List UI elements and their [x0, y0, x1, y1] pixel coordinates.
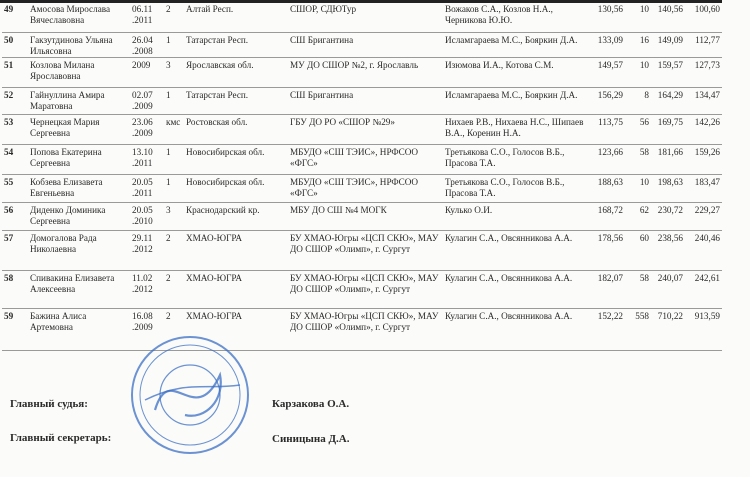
cell-time: 113,75 — [589, 114, 625, 144]
cell-name: Домогалова Рада Николаевна — [28, 230, 130, 270]
cell-rank: 1 — [164, 87, 184, 114]
cell-rank: 1 — [164, 32, 184, 57]
table-row — [2, 144, 722, 174]
cell-last: 100,60 — [685, 2, 722, 32]
cell-rank: 3 — [164, 202, 184, 230]
cell-num: 59 — [2, 308, 28, 350]
cell-num: 52 — [2, 87, 28, 114]
cell-penalty: 10 — [625, 2, 651, 32]
cell-region: Татарстан Респ. — [184, 87, 288, 114]
cell-last: 229,27 — [685, 202, 722, 230]
cell-time: 188,63 — [589, 174, 625, 202]
cell-time: 182,07 — [589, 270, 625, 308]
cell-last: 112,77 — [685, 32, 722, 57]
cell-penalty: 60 — [625, 230, 651, 270]
cell-region: Алтай Респ. — [184, 2, 288, 32]
cell-region: Новосибирская обл. — [184, 174, 288, 202]
chief-secretary-name: Синицына Д.А. — [272, 433, 350, 445]
cell-region: ХМАО-ЮГРА — [184, 230, 288, 270]
cell-last: 142,26 — [685, 114, 722, 144]
cell-name: Амосова Мирослава Вячеславовна — [28, 2, 130, 32]
cell-date: 13.10 .2011 — [130, 144, 164, 174]
cell-last: 242,61 — [685, 270, 722, 308]
table-row — [2, 174, 722, 202]
cell-num: 50 — [2, 32, 28, 57]
cell-name: Диденко Доминика Сергеевна — [28, 202, 130, 230]
cell-rank: 2 — [164, 308, 184, 350]
cell-school: СШ Бригантина — [288, 32, 443, 57]
cell-name: Кобзева Елизавета Евгеньевна — [28, 174, 130, 202]
cell-rank: 3 — [164, 57, 184, 87]
cell-coaches: Вожаков С.А., Козлов Н.А., Черникова Ю.Ю. — [443, 2, 589, 32]
cell-total: 181,66 — [651, 144, 685, 174]
cell-school: БУ ХМАО-Югры «ЦСП СКЮ», МАУ ДО СШОР «Олимп», г. Сургут — [288, 308, 443, 350]
cell-date: 20.05 .2010 — [130, 202, 164, 230]
cell-school: БУ ХМАО-Югры «ЦСП СКЮ», МАУ ДО СШОР «Олимп», г. Сургут — [288, 230, 443, 270]
table-row — [2, 87, 722, 114]
cell-num: 51 — [2, 57, 28, 87]
cell-date: 26.04 .2008 — [130, 32, 164, 57]
cell-coaches: Третьякова С.О., Голосов В.Б., Прасова Т.А. — [443, 174, 589, 202]
cell-total: 198,63 — [651, 174, 685, 202]
cell-school: МБУДО «СШ ТЭИС», НРФСОО «ФГС» — [288, 144, 443, 174]
cell-last: 159,26 — [685, 144, 722, 174]
cell-coaches: Кулько О.И. — [443, 202, 589, 230]
cell-num: 56 — [2, 202, 28, 230]
table-row — [2, 2, 722, 32]
cell-time: 156,29 — [589, 87, 625, 114]
cell-region: Краснодарский кр. — [184, 202, 288, 230]
table-row — [2, 57, 722, 87]
cell-name: Чернецкая Мария Сергеевна — [28, 114, 130, 144]
cell-school: МУ ДО СШОР №2, г. Ярославль — [288, 57, 443, 87]
cell-region: ХМАО-ЮГРА — [184, 270, 288, 308]
cell-region: Татарстан Респ. — [184, 32, 288, 57]
cell-name: Бажина Алиса Артемовна — [28, 308, 130, 350]
cell-penalty: 10 — [625, 174, 651, 202]
cell-name: Гакзутдинова Ульяна Ильясовна — [28, 32, 130, 57]
chief-secretary-label: Главный секретарь: — [10, 432, 112, 444]
cell-penalty: 558 — [625, 308, 651, 350]
cell-rank: 2 — [164, 230, 184, 270]
cell-region: Ростовская обл. — [184, 114, 288, 144]
cell-coaches: Изюмова И.А., Котова С.М. — [443, 57, 589, 87]
cell-time: 133,09 — [589, 32, 625, 57]
cell-school: СШ Бригантина — [288, 87, 443, 114]
cell-total: 238,56 — [651, 230, 685, 270]
cell-num: 53 — [2, 114, 28, 144]
cell-num: 58 — [2, 270, 28, 308]
cell-penalty: 58 — [625, 270, 651, 308]
cell-total: 140,56 — [651, 2, 685, 32]
cell-coaches: Кулагин С.А., Овсянникова А.А. — [443, 308, 589, 350]
cell-time: 123,66 — [589, 144, 625, 174]
cell-penalty: 62 — [625, 202, 651, 230]
cell-school: МБУДО «СШ ТЭИС», НРФСОО «ФГС» — [288, 174, 443, 202]
cell-time: 178,56 — [589, 230, 625, 270]
cell-date: 06.11 .2011 — [130, 2, 164, 32]
cell-rank: кмс — [164, 114, 184, 144]
cell-time: 149,57 — [589, 57, 625, 87]
cell-penalty: 8 — [625, 87, 651, 114]
cell-rank: 2 — [164, 2, 184, 32]
cell-coaches: Исламгараева М.С., Бояркин Д.А. — [443, 87, 589, 114]
cell-school: БУ ХМАО-Югры «ЦСП СКЮ», МАУ ДО СШОР «Олимп», г. Сургут — [288, 270, 443, 308]
cell-coaches: Третьякова С.О., Голосов В.Б., Прасова Т.А. — [443, 144, 589, 174]
cell-coaches: Исламгараева М.С., Бояркин Д.А. — [443, 32, 589, 57]
cell-date: 16.08 .2009 — [130, 308, 164, 350]
cell-rank: 1 — [164, 144, 184, 174]
cell-num: 55 — [2, 174, 28, 202]
cell-coaches: Нихаев Р.В., Нихаева Н.С., Шипаев В.А., Коренин Н.А. — [443, 114, 589, 144]
cell-school: МБУ ДО СШ №4 МОГК — [288, 202, 443, 230]
results-table — [2, 2, 722, 351]
cell-last: 134,47 — [685, 87, 722, 114]
cell-date: 23.06 .2009 — [130, 114, 164, 144]
chief-judge-name: Карзакова О.А. — [272, 398, 350, 410]
cell-rank: 2 — [164, 270, 184, 308]
cell-last: 183,47 — [685, 174, 722, 202]
cell-num: 54 — [2, 144, 28, 174]
cell-coaches: Кулагин С.А., Овсянникова А.А. — [443, 230, 589, 270]
cell-penalty: 10 — [625, 57, 651, 87]
cell-last: 127,73 — [685, 57, 722, 87]
cell-coaches: Кулагин С.А., Овсянникова А.А. — [443, 270, 589, 308]
cell-region: ХМАО-ЮГРА — [184, 308, 288, 350]
cell-name: Спивакина Елизавета Алексеевна — [28, 270, 130, 308]
cell-time: 168,72 — [589, 202, 625, 230]
cell-total: 240,07 — [651, 270, 685, 308]
cell-date: 11.02 .2012 — [130, 270, 164, 308]
chief-judge-label: Главный судья: — [10, 398, 88, 410]
cell-total: 230,72 — [651, 202, 685, 230]
cell-rank: 1 — [164, 174, 184, 202]
cell-school: ГБУ ДО РО «СШОР №29» — [288, 114, 443, 144]
cell-total: 710,22 — [651, 308, 685, 350]
cell-region: Новосибирская обл. — [184, 144, 288, 174]
cell-date: 02.07 .2009 — [130, 87, 164, 114]
cell-total: 164,29 — [651, 87, 685, 114]
table-row — [2, 230, 722, 270]
cell-time: 130,56 — [589, 2, 625, 32]
table-row — [2, 114, 722, 144]
cell-penalty: 58 — [625, 144, 651, 174]
cell-name: Гайнуллина Амира Маратовна — [28, 87, 130, 114]
cell-last: 913,59 — [685, 308, 722, 350]
official-stamp — [125, 320, 255, 465]
cell-date: 20.05 .2011 — [130, 174, 164, 202]
cell-name: Козлова Милана Ярославовна — [28, 57, 130, 87]
cell-num: 57 — [2, 230, 28, 270]
cell-num: 49 — [2, 2, 28, 32]
cell-time: 152,22 — [589, 308, 625, 350]
cell-total: 149,09 — [651, 32, 685, 57]
cell-last: 240,46 — [685, 230, 722, 270]
table-row — [2, 308, 722, 350]
table-row — [2, 32, 722, 57]
cell-region: Ярославская обл. — [184, 57, 288, 87]
cell-total: 169,75 — [651, 114, 685, 144]
cell-penalty: 16 — [625, 32, 651, 57]
table-row — [2, 270, 722, 308]
cell-school: СШОР, СДЮТур — [288, 2, 443, 32]
cell-penalty: 56 — [625, 114, 651, 144]
cell-date: 29.11 .2012 — [130, 230, 164, 270]
cell-date: 2009 — [130, 57, 164, 87]
table-row — [2, 202, 722, 230]
cell-total: 159,57 — [651, 57, 685, 87]
cell-name: Попова Екатерина Сергеевна — [28, 144, 130, 174]
